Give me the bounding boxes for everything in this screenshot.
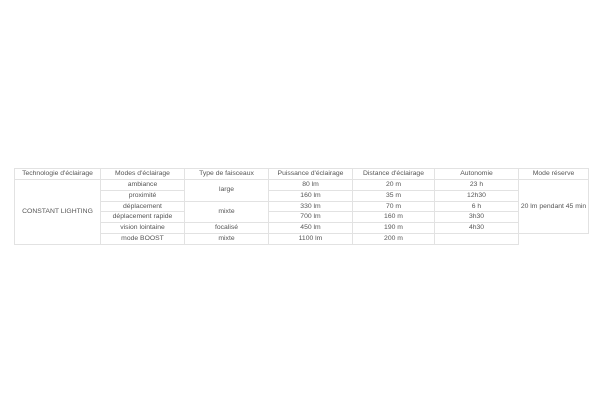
power-cell: 1100 lm <box>269 233 353 244</box>
reserve-mode-cell-empty <box>519 233 589 244</box>
mode-cell: vision lointaine <box>101 223 185 234</box>
beam-cell: mixte <box>185 201 269 223</box>
distance-cell: 35 m <box>353 190 435 201</box>
beam-cell: large <box>185 180 269 202</box>
header-autonomy: Autonomie <box>435 169 519 180</box>
autonomy-cell-empty <box>435 233 519 244</box>
header-power: Puissance d'éclairage <box>269 169 353 180</box>
distance-cell: 20 m <box>353 180 435 191</box>
autonomy-cell: 6 h <box>435 201 519 212</box>
table-row <box>15 233 589 244</box>
mode-cell: proximité <box>101 190 185 201</box>
table-header-row <box>15 169 589 180</box>
table-row <box>15 212 589 223</box>
distance-cell: 200 m <box>353 233 435 244</box>
distance-cell: 190 m <box>353 223 435 234</box>
table-row <box>15 223 589 234</box>
power-cell: 700 lm <box>269 212 353 223</box>
table-row <box>15 190 589 201</box>
mode-cell: déplacement <box>101 201 185 212</box>
power-cell: 160 lm <box>269 190 353 201</box>
beam-cell: mixte <box>185 233 269 244</box>
power-cell: 450 lm <box>269 223 353 234</box>
distance-cell: 70 m <box>353 201 435 212</box>
autonomy-cell: 4h30 <box>435 223 519 234</box>
autonomy-cell: 12h30 <box>435 190 519 201</box>
autonomy-cell: 23 h <box>435 180 519 191</box>
header-technology: Technologie d'éclairage <box>15 169 101 180</box>
mode-cell: ambiance <box>101 180 185 191</box>
table-row <box>15 201 589 212</box>
power-cell: 330 lm <box>269 201 353 212</box>
technology-cell: CONSTANT LIGHTING <box>15 180 101 245</box>
header-beam-type: Type de faisceaux <box>185 169 269 180</box>
table-row <box>15 180 589 191</box>
power-cell: 80 lm <box>269 180 353 191</box>
beam-cell: focalisé <box>185 223 269 234</box>
header-distance: Distance d'éclairage <box>353 169 435 180</box>
reserve-mode-cell: 20 lm pendant 45 min <box>519 180 589 234</box>
header-reserve-mode: Mode réserve <box>519 169 589 180</box>
autonomy-cell: 3h30 <box>435 212 519 223</box>
distance-cell: 160 m <box>353 212 435 223</box>
mode-cell: déplacement rapide <box>101 212 185 223</box>
header-modes: Modes d'éclairage <box>101 169 185 180</box>
mode-cell: mode BOOST <box>101 233 185 244</box>
lighting-spec-table <box>14 168 589 245</box>
